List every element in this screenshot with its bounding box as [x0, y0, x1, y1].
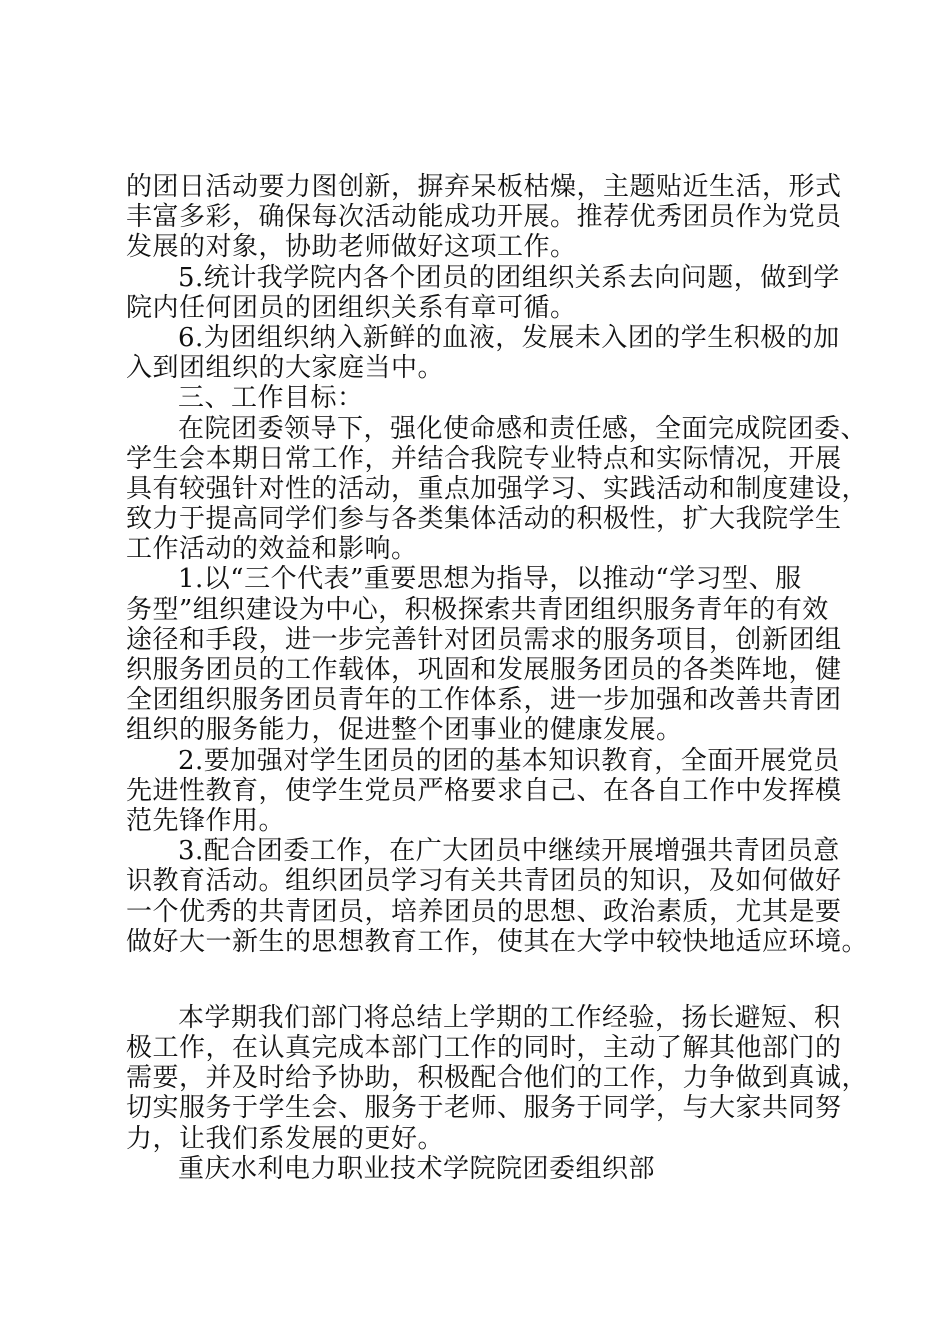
text-line: 切实服务于学生会、服务于老师、服务于同学，与大家共同努 [126, 1093, 842, 1124]
document-closing [126, 1002, 869, 1184]
text-line: 2.要加强对学生团员的团的基本知识教育，全面开展党员 [178, 745, 840, 776]
text-line: 本学期我们部门将总结上学期的工作经验，扬长避短、积 [178, 1002, 841, 1033]
text-line: 工作活动的效益和影响。 [126, 534, 418, 565]
text-line: 6.为团组织纳入新鲜的血液，发展未入团的学生积极的加 [178, 322, 840, 353]
text-line: 织服务团员的工作载体，巩固和发展服务团员的各类阵地，健 [126, 655, 842, 685]
text-line: 学生会本期日常工作，并结合我院专业特点和实际情况，开展 [126, 443, 842, 474]
text-line: 在院团委领导下，强化使命感和责任感，全面完成院团委、 [178, 413, 868, 444]
document-page [126, 172, 869, 1184]
text-line: 3.配合团委工作，在广大团员中继续开展增强共青团员意 [178, 836, 840, 867]
paragraph-gap [126, 957, 856, 1003]
text-line: 先进性教育，使学生党员严格要求自己、在各自工作中发挥模 [126, 775, 842, 806]
text-line: 丰富多彩，确保每次活动能成功开展。推荐优秀团员作为党员 [126, 202, 842, 233]
document-body [126, 172, 869, 957]
text-line: 极工作，在认真完成本部门工作的同时，主动了解其他部门的 [126, 1033, 842, 1064]
text-line: 致力于提高同学们参与各类集体活动的积极性，扩大我院学生 [126, 504, 842, 535]
text-line: 入到团组织的大家庭当中。 [126, 353, 445, 384]
text-line: 范先锋作用。 [126, 805, 286, 836]
text-line: 1.以“三个代表”重要思想为指导，以推动“学习型、服 [178, 564, 802, 595]
text-line: 5.统计我学院内各个团员的团组织关系去向问题，做到学 [178, 262, 840, 293]
text-line: 一个优秀的共青团员，培养团员的思想、政治素质，尤其是要 [126, 896, 842, 927]
text-line: 途径和手段，进一步完善针对团员需求的服务项目，创新团组 [126, 624, 842, 655]
text-line: 做好大一新生的思想教育工作，使其在大学中较快地适应环境。 [126, 926, 869, 957]
text-line: 重庆水利电力职业技术学院院团委组织部 [178, 1153, 656, 1184]
text-line: 全团组织服务团员青年的工作体系，进一步加强和改善共青团 [126, 685, 842, 716]
text-line: 的团日活动要力图创新，摒弃呆板枯燥，主题贴近生活，形式 [126, 172, 842, 202]
text-line: 三、工作目标： [178, 383, 364, 414]
text-line: 需要，并及时给予协助，积极配合他们的工作，力争做到真诚， [126, 1063, 869, 1094]
text-line: 院内任何团员的团组织关系有章可循。 [126, 292, 577, 323]
text-line: 力，让我们系发展的更好。 [126, 1123, 445, 1154]
text-line: 发展的对象，协助老师做好这项工作。 [126, 232, 577, 263]
text-line: 具有较强针对性的活动，重点加强学习、实践活动和制度建设， [126, 473, 869, 504]
text-line: 识教育活动。组织团员学习有关共青团员的知识，及如何做好 [126, 866, 842, 897]
text-line: 务型”组织建设为中心，积极探索共青团组织服务青年的有效 [126, 594, 829, 625]
text-line: 组织的服务能力，促进整个团事业的健康发展。 [126, 715, 683, 746]
